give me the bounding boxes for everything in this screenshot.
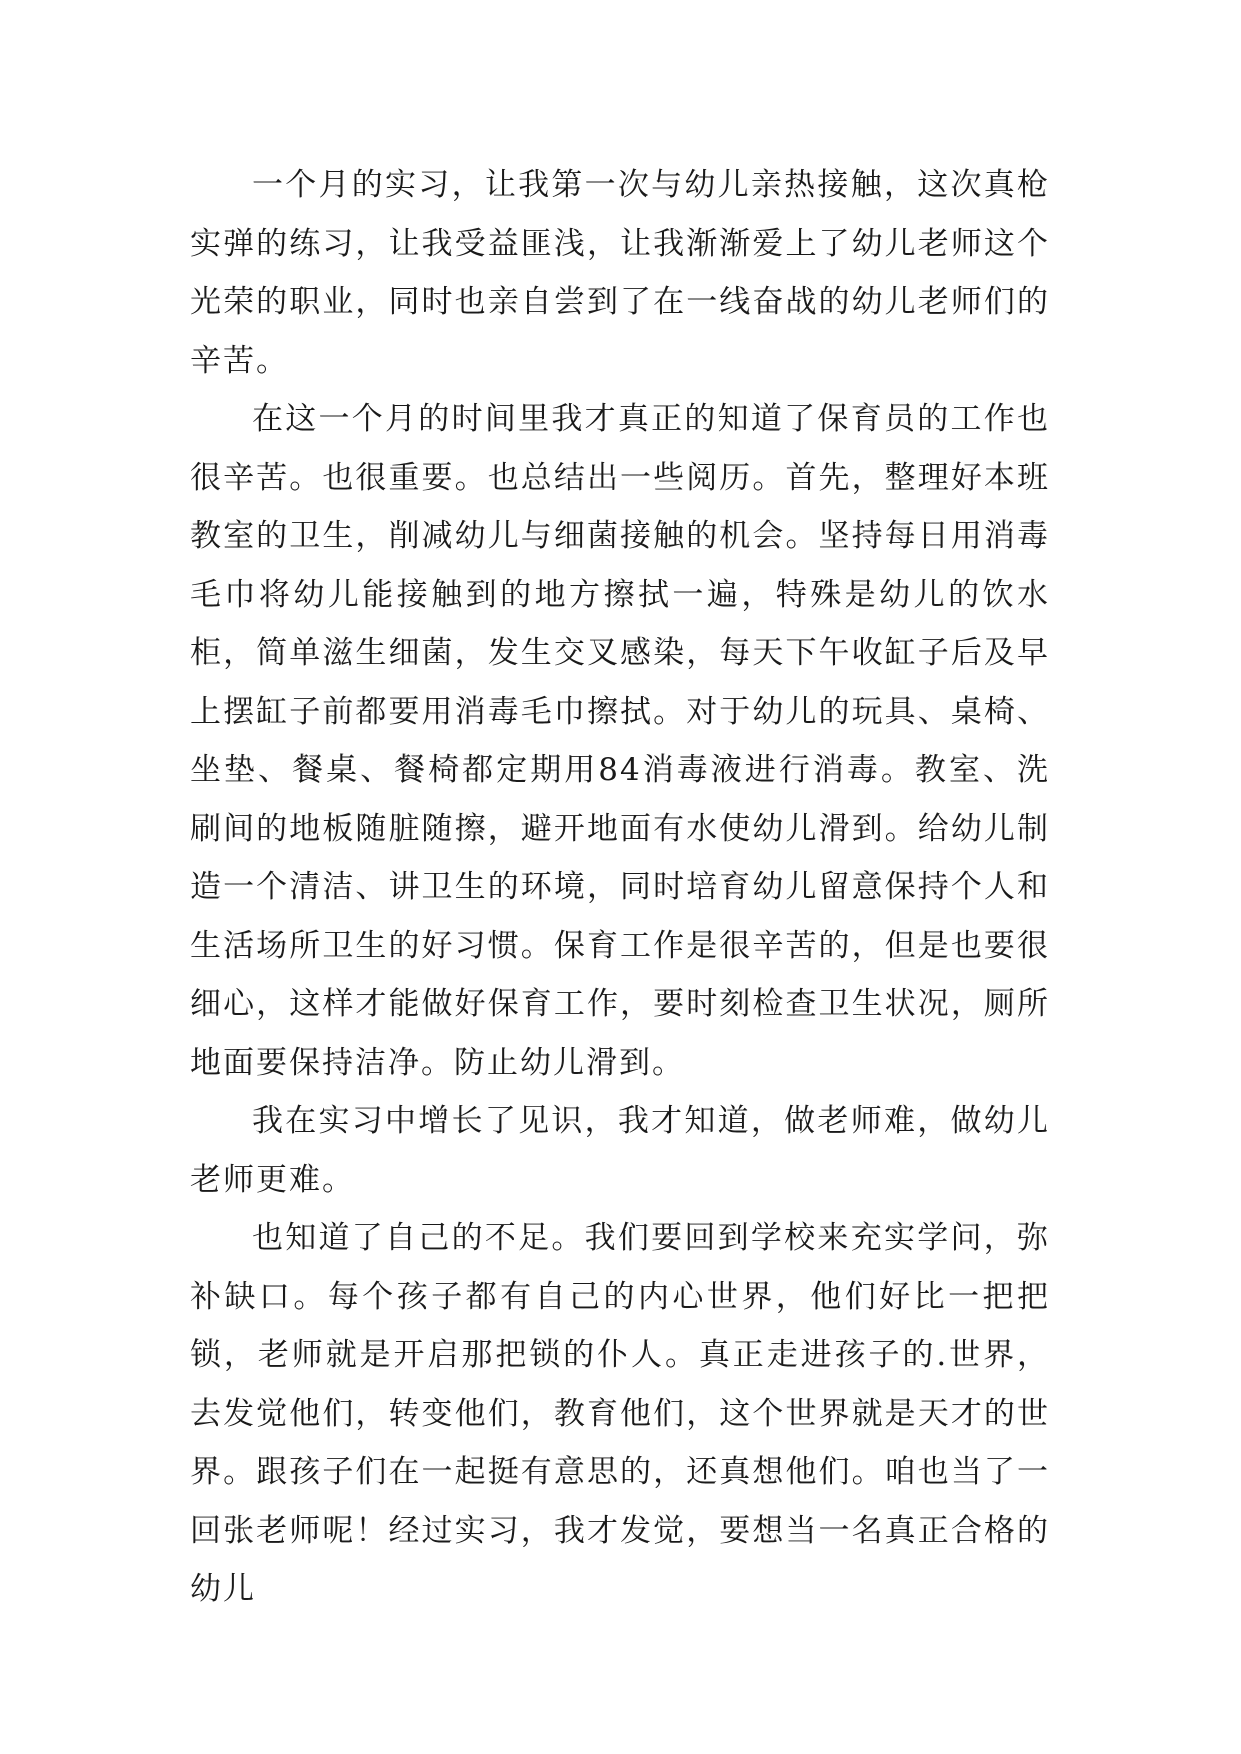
paragraph-childcare-work: 在这一个月的时间里我才真正的知道了保育员的工作也很辛苦。也很重要。也总结出一些阅历。首先，整理好本班教室的卫生，削减幼儿与细菌接触的机会。坚持每日用消毒毛巾将幼儿能接触到的地方擦拭一遍，特殊是幼儿的饮水柜，简单滋生细菌，发生交叉感染，每天下午收缸子后及早上摆缸子前都要用消毒毛巾擦拭。对于幼儿的玩具、桌椅、坐垫、餐桌、餐椅都定期用84消毒液进行消毒。教室、洗刷间的地板随脏随擦，避开地面有水使幼儿滑到。给幼儿制造一个清洁、讲卫生的环境，同时培育幼儿留意保持个人和生活场所卫生的好习惯。保育工作是很辛苦的，但是也要很细心，这样才能做好保育工作，要时刻检查卫生状况，厕所地面要保持洁净。防止幼儿滑到。 <box>190 401 1050 1081</box>
paragraph-knowledge-gained: 我在实习中增长了见识，我才知道，做老师难，做幼儿老师更难。 <box>190 1103 1050 1198</box>
document-body <box>190 156 1050 1619</box>
paragraph-shortcomings: 也知道了自己的不足。我们要回到学校来充实学问，弥补缺口。每个孩子都有自己的内心世界，他们好比一把把锁，老师就是开启那把锁的仆人。真正走进孩子的.世界，去发觉他们，转变他们，教育他们，这个世界就是天才的世界。跟孩子们在一起挺有意思的，还真想他们。咱也当了一回张老师呢！经过实习，我才发觉，要想当一名真正合格的幼儿 <box>190 1220 1050 1607</box>
paragraph-internship-intro: 一个月的实习，让我第一次与幼儿亲热接触，这次真枪实弹的练习，让我受益匪浅，让我渐渐爱上了幼儿老师这个光荣的职业，同时也亲自尝到了在一线奋战的幼儿老师们的辛苦。 <box>190 167 1050 379</box>
